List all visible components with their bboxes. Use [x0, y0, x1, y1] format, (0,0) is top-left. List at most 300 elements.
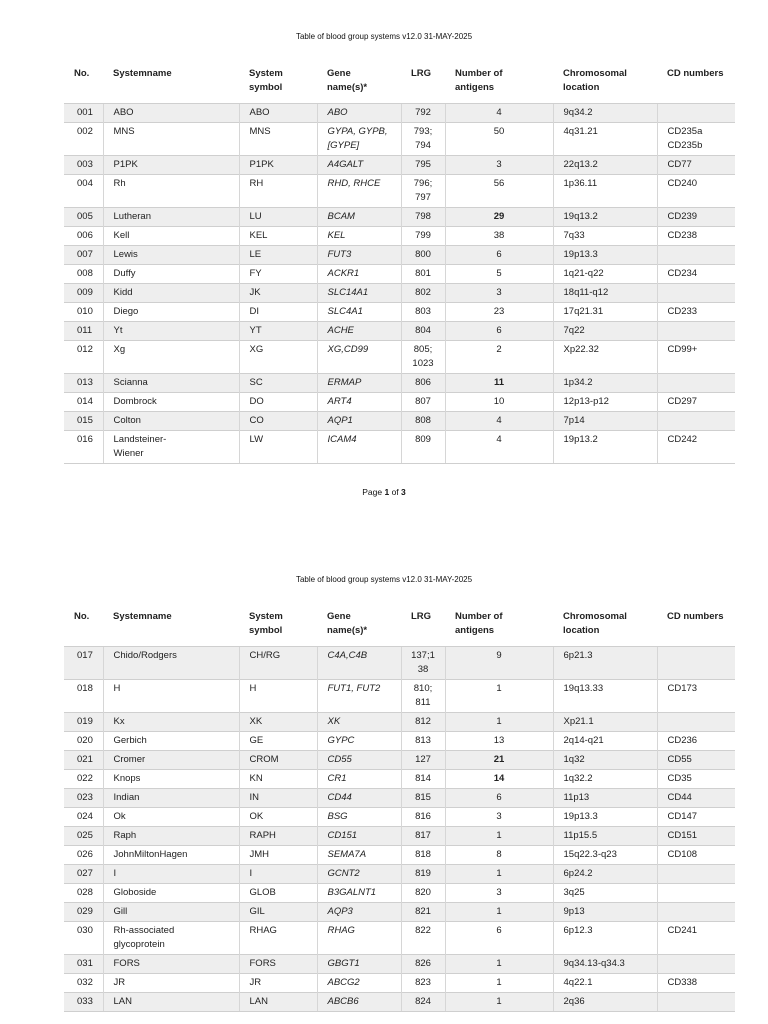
- cell-cd-numbers: [657, 412, 735, 431]
- cell-no: 020: [64, 732, 103, 751]
- cell-no: 012: [64, 341, 103, 374]
- cell-gene-names: CD44: [317, 789, 401, 808]
- cell-lrg: 824: [401, 993, 445, 1012]
- table-row: [64, 865, 735, 884]
- table-row: [64, 265, 735, 284]
- cell-chromosomal-location: 19q13.33: [553, 680, 657, 713]
- cell-gene-names: RHAG: [317, 922, 401, 955]
- cell-number-of-antigens: 6: [445, 322, 553, 341]
- cell-system-symbol: XK: [239, 713, 317, 732]
- table-row: [64, 303, 735, 322]
- cell-systemname: Scianna: [103, 374, 239, 393]
- cell-gene-names: SLC4A1: [317, 303, 401, 322]
- table-row: [64, 680, 735, 713]
- table-row: [64, 284, 735, 303]
- cell-systemname: Yt: [103, 322, 239, 341]
- header-lrg: LRG: [411, 611, 432, 622]
- cell-number-of-antigens: 1: [445, 955, 553, 974]
- cell-no: 032: [64, 974, 103, 993]
- cell-chromosomal-location: 6p21.3: [553, 647, 657, 680]
- cell-lrg: 823: [401, 974, 445, 993]
- cell-number-of-antigens: 1: [445, 827, 553, 846]
- cell-lrg: 806: [401, 374, 445, 393]
- cell-number-of-antigens: 14: [445, 770, 553, 789]
- cell-cd-numbers: [657, 374, 735, 393]
- cell-system-symbol: JK: [239, 284, 317, 303]
- table-row: [64, 955, 735, 974]
- cell-systemname: Kidd: [103, 284, 239, 303]
- header-system-symbol: System symbol: [249, 68, 283, 93]
- table-row: [64, 974, 735, 993]
- cell-chromosomal-location: 1p34.2: [553, 374, 657, 393]
- cell-no: 013: [64, 374, 103, 393]
- cell-system-symbol: YT: [239, 322, 317, 341]
- cell-system-symbol: JR: [239, 974, 317, 993]
- cell-chromosomal-location: 2q36: [553, 993, 657, 1012]
- table-row: [64, 246, 735, 265]
- cell-number-of-antigens: 6: [445, 922, 553, 955]
- cell-lrg: 801: [401, 265, 445, 284]
- table-row: [64, 322, 735, 341]
- cell-number-of-antigens: 1: [445, 903, 553, 922]
- cell-gene-names: SEMA7A: [317, 846, 401, 865]
- cell-no: 030: [64, 922, 103, 955]
- cell-system-symbol: RAPH: [239, 827, 317, 846]
- cell-gene-names: GCNT2: [317, 865, 401, 884]
- cell-lrg: 814: [401, 770, 445, 789]
- cell-cd-numbers: CD238: [657, 227, 735, 246]
- cell-system-symbol: RHAG: [239, 922, 317, 955]
- cell-system-symbol: GE: [239, 732, 317, 751]
- cell-lrg: 815: [401, 789, 445, 808]
- cell-system-symbol: FY: [239, 265, 317, 284]
- table-row: [64, 175, 735, 208]
- cell-no: 001: [64, 104, 103, 123]
- page-title: Table of blood group systems v12.0 31-MAY-2025: [295, 32, 473, 41]
- cell-number-of-antigens: 13: [445, 732, 553, 751]
- cell-chromosomal-location: 18q11-q12: [553, 284, 657, 303]
- cell-gene-names: GYPC: [317, 732, 401, 751]
- cell-no: 002: [64, 123, 103, 156]
- cell-gene-names: AQP1: [317, 412, 401, 431]
- cell-cd-numbers: CD233: [657, 303, 735, 322]
- table-row: [64, 846, 735, 865]
- cell-systemname: Knops: [103, 770, 239, 789]
- footer-page-number: 1: [384, 487, 390, 497]
- cell-system-symbol: MNS: [239, 123, 317, 156]
- cell-cd-numbers: [657, 903, 735, 922]
- cell-number-of-antigens: 3: [445, 808, 553, 827]
- cell-number-of-antigens: 10: [445, 393, 553, 412]
- header-number-of-antigens: Number of antigens: [455, 68, 503, 93]
- cell-chromosomal-location: 17q21.31: [553, 303, 657, 322]
- cell-cd-numbers: [657, 865, 735, 884]
- cell-cd-numbers: CD147: [657, 808, 735, 827]
- footer-page-total: 3: [401, 487, 406, 497]
- cell-cd-numbers: CD55: [657, 751, 735, 770]
- cell-gene-names: GYPA, GYPB, [GYPE]: [317, 123, 401, 156]
- cell-system-symbol: KN: [239, 770, 317, 789]
- table-row: [64, 341, 735, 374]
- page-footer: [0, 487, 768, 497]
- cell-number-of-antigens: 4: [445, 431, 553, 464]
- table-row: [64, 227, 735, 246]
- header-systemname: Systemname: [113, 68, 172, 79]
- cell-chromosomal-location: 4q22.1: [553, 974, 657, 993]
- cell-systemname: Indian: [103, 789, 239, 808]
- cell-chromosomal-location: 19p13.3: [553, 246, 657, 265]
- cell-chromosomal-location: 15q22.3-q23: [553, 846, 657, 865]
- header-number-of-antigens: Number of antigens: [455, 611, 503, 636]
- cell-system-symbol: CO: [239, 412, 317, 431]
- cell-gene-names: ERMAP: [317, 374, 401, 393]
- table-row: [64, 431, 735, 464]
- table-header-row: [64, 67, 735, 104]
- cell-system-symbol: P1PK: [239, 156, 317, 175]
- table-row: [64, 208, 735, 227]
- page-title: Table of blood group systems v12.0 31-MAY-2025: [295, 575, 473, 584]
- header-no: No.: [74, 68, 90, 79]
- cell-lrg: 819: [401, 865, 445, 884]
- cell-gene-names: XG,CD99: [317, 341, 401, 374]
- table-row: [64, 412, 735, 431]
- cell-lrg: 799: [401, 227, 445, 246]
- cell-cd-numbers: [657, 322, 735, 341]
- table-row: [64, 393, 735, 412]
- cell-gene-names: ART4: [317, 393, 401, 412]
- table-row: [64, 808, 735, 827]
- header-cd-numbers: CD numbers: [667, 68, 724, 79]
- cell-cd-numbers: CD242: [657, 431, 735, 464]
- cell-cd-numbers: [657, 955, 735, 974]
- cell-system-symbol: RH: [239, 175, 317, 208]
- cell-no: 015: [64, 412, 103, 431]
- cell-number-of-antigens: 5: [445, 265, 553, 284]
- cell-system-symbol: H: [239, 680, 317, 713]
- cell-cd-numbers: [657, 104, 735, 123]
- cell-no: 008: [64, 265, 103, 284]
- cell-chromosomal-location: Xp22.32: [553, 341, 657, 374]
- cell-number-of-antigens: 11: [445, 374, 553, 393]
- cell-cd-numbers: CD44: [657, 789, 735, 808]
- cell-number-of-antigens: 3: [445, 284, 553, 303]
- cell-lrg: 795: [401, 156, 445, 175]
- cell-chromosomal-location: 6p24.2: [553, 865, 657, 884]
- cell-system-symbol: DI: [239, 303, 317, 322]
- cell-systemname: JohnMiltonHagen: [103, 846, 239, 865]
- header-cd-numbers: CD numbers: [667, 611, 724, 622]
- cell-gene-names: AQP3: [317, 903, 401, 922]
- footer-prefix: Page: [362, 487, 385, 497]
- cell-chromosomal-location: 1q21-q22: [553, 265, 657, 284]
- cell-systemname: LAN: [103, 993, 239, 1012]
- cell-gene-names: A4GALT: [317, 156, 401, 175]
- cell-chromosomal-location: 1p36.11: [553, 175, 657, 208]
- cell-lrg: 137;1 38: [401, 647, 445, 680]
- cell-cd-numbers: CD35: [657, 770, 735, 789]
- header-no: No.: [74, 611, 90, 622]
- header-system-symbol: System symbol: [249, 611, 283, 636]
- cell-lrg: 808: [401, 412, 445, 431]
- cell-number-of-antigens: 21: [445, 751, 553, 770]
- table-row: [64, 993, 735, 1012]
- table-row: [64, 903, 735, 922]
- cell-systemname: Lewis: [103, 246, 239, 265]
- blood-group-table: [64, 67, 735, 464]
- cell-system-symbol: GIL: [239, 903, 317, 922]
- table-row: [64, 789, 735, 808]
- cell-no: 027: [64, 865, 103, 884]
- cell-cd-numbers: [657, 246, 735, 265]
- cell-lrg: 810; 811: [401, 680, 445, 713]
- cell-system-symbol: JMH: [239, 846, 317, 865]
- cell-no: 005: [64, 208, 103, 227]
- cell-cd-numbers: CD235a CD235b: [657, 123, 735, 156]
- blood-group-table: [64, 610, 735, 1012]
- cell-systemname: Colton: [103, 412, 239, 431]
- cell-systemname: Rh: [103, 175, 239, 208]
- cell-chromosomal-location: 12p13-p12: [553, 393, 657, 412]
- cell-systemname: H: [103, 680, 239, 713]
- cell-systemname: Gill: [103, 903, 239, 922]
- cell-systemname: Duffy: [103, 265, 239, 284]
- cell-gene-names: ACHE: [317, 322, 401, 341]
- cell-gene-names: ABO: [317, 104, 401, 123]
- header-lrg: LRG: [411, 68, 432, 79]
- cell-system-symbol: LAN: [239, 993, 317, 1012]
- cell-system-symbol: I: [239, 865, 317, 884]
- cell-lrg: 816: [401, 808, 445, 827]
- cell-gene-names: SLC14A1: [317, 284, 401, 303]
- cell-system-symbol: LE: [239, 246, 317, 265]
- cell-lrg: 821: [401, 903, 445, 922]
- cell-gene-names: KEL: [317, 227, 401, 246]
- footer-mid: of: [389, 487, 402, 497]
- cell-lrg: 796; 797: [401, 175, 445, 208]
- cell-cd-numbers: CD108: [657, 846, 735, 865]
- cell-lrg: 813: [401, 732, 445, 751]
- cell-system-symbol: CH/RG: [239, 647, 317, 680]
- cell-no: 026: [64, 846, 103, 865]
- cell-cd-numbers: [657, 713, 735, 732]
- cell-systemname: ABO: [103, 104, 239, 123]
- cell-number-of-antigens: 6: [445, 246, 553, 265]
- cell-no: 003: [64, 156, 103, 175]
- cell-chromosomal-location: 1q32.2: [553, 770, 657, 789]
- cell-systemname: Globoside: [103, 884, 239, 903]
- table-row: [64, 922, 735, 955]
- cell-number-of-antigens: 2: [445, 341, 553, 374]
- cell-gene-names: FUT1, FUT2: [317, 680, 401, 713]
- cell-no: 014: [64, 393, 103, 412]
- cell-number-of-antigens: 4: [445, 104, 553, 123]
- cell-number-of-antigens: 6: [445, 789, 553, 808]
- cell-lrg: 802: [401, 284, 445, 303]
- cell-system-symbol: GLOB: [239, 884, 317, 903]
- cell-number-of-antigens: 4: [445, 412, 553, 431]
- cell-cd-numbers: CD240: [657, 175, 735, 208]
- cell-cd-numbers: [657, 647, 735, 680]
- cell-number-of-antigens: 50: [445, 123, 553, 156]
- cell-systemname: Rh-associated glycoprotein: [103, 922, 239, 955]
- cell-system-symbol: IN: [239, 789, 317, 808]
- table-row: [64, 123, 735, 156]
- cell-system-symbol: SC: [239, 374, 317, 393]
- cell-cd-numbers: CD338: [657, 974, 735, 993]
- cell-systemname: Raph: [103, 827, 239, 846]
- cell-no: 010: [64, 303, 103, 322]
- cell-chromosomal-location: 2q14-q21: [553, 732, 657, 751]
- header-gene-names: Gene name(s)*: [327, 68, 368, 93]
- cell-lrg: 127: [401, 751, 445, 770]
- table-row: [64, 770, 735, 789]
- cell-systemname: Dombrock: [103, 393, 239, 412]
- cell-lrg: 826: [401, 955, 445, 974]
- cell-cd-numbers: CD234: [657, 265, 735, 284]
- cell-cd-numbers: [657, 884, 735, 903]
- cell-system-symbol: KEL: [239, 227, 317, 246]
- header-systemname: Systemname: [113, 611, 172, 622]
- cell-no: 025: [64, 827, 103, 846]
- cell-gene-names: FUT3: [317, 246, 401, 265]
- cell-gene-names: ICAM4: [317, 431, 401, 464]
- table-header-row: [64, 610, 735, 647]
- cell-chromosomal-location: 1q32: [553, 751, 657, 770]
- cell-gene-names: CD55: [317, 751, 401, 770]
- cell-number-of-antigens: 56: [445, 175, 553, 208]
- cell-chromosomal-location: 19p13.2: [553, 431, 657, 464]
- table-row: [64, 884, 735, 903]
- cell-no: 028: [64, 884, 103, 903]
- cell-lrg: 800: [401, 246, 445, 265]
- cell-cd-numbers: CD241: [657, 922, 735, 955]
- cell-systemname: Chido/Rodgers: [103, 647, 239, 680]
- cell-no: 006: [64, 227, 103, 246]
- cell-number-of-antigens: 3: [445, 156, 553, 175]
- cell-system-symbol: XG: [239, 341, 317, 374]
- cell-systemname: Diego: [103, 303, 239, 322]
- cell-system-symbol: ABO: [239, 104, 317, 123]
- cell-lrg: 792: [401, 104, 445, 123]
- cell-no: 019: [64, 713, 103, 732]
- cell-number-of-antigens: 8: [445, 846, 553, 865]
- cell-cd-numbers: CD236: [657, 732, 735, 751]
- table-row: [64, 827, 735, 846]
- cell-number-of-antigens: 1: [445, 865, 553, 884]
- table-row: [64, 374, 735, 393]
- cell-chromosomal-location: 9p13: [553, 903, 657, 922]
- cell-number-of-antigens: 29: [445, 208, 553, 227]
- cell-chromosomal-location: 22q13.2: [553, 156, 657, 175]
- cell-systemname: JR: [103, 974, 239, 993]
- cell-cd-numbers: CD297: [657, 393, 735, 412]
- cell-number-of-antigens: 1: [445, 993, 553, 1012]
- cell-lrg: 805; 1023: [401, 341, 445, 374]
- cell-chromosomal-location: 7q33: [553, 227, 657, 246]
- cell-systemname: Xg: [103, 341, 239, 374]
- cell-cd-numbers: CD151: [657, 827, 735, 846]
- cell-system-symbol: LW: [239, 431, 317, 464]
- table-row: [64, 732, 735, 751]
- cell-number-of-antigens: 1: [445, 974, 553, 993]
- cell-no: 018: [64, 680, 103, 713]
- table-row: [64, 156, 735, 175]
- cell-lrg: 820: [401, 884, 445, 903]
- cell-systemname: MNS: [103, 123, 239, 156]
- cell-no: 033: [64, 993, 103, 1012]
- cell-no: 011: [64, 322, 103, 341]
- cell-gene-names: ACKR1: [317, 265, 401, 284]
- cell-no: 021: [64, 751, 103, 770]
- cell-lrg: 793; 794: [401, 123, 445, 156]
- cell-systemname: I: [103, 865, 239, 884]
- cell-systemname: Cromer: [103, 751, 239, 770]
- cell-systemname: Landsteiner- Wiener: [103, 431, 239, 464]
- table-row: [64, 751, 735, 770]
- cell-gene-names: B3GALNT1: [317, 884, 401, 903]
- cell-gene-names: RHD, RHCE: [317, 175, 401, 208]
- cell-chromosomal-location: 9q34.13-q34.3: [553, 955, 657, 974]
- cell-systemname: FORS: [103, 955, 239, 974]
- cell-lrg: 822: [401, 922, 445, 955]
- cell-systemname: Lutheran: [103, 208, 239, 227]
- cell-gene-names: C4A,C4B: [317, 647, 401, 680]
- cell-chromosomal-location: 19q13.2: [553, 208, 657, 227]
- cell-gene-names: BCAM: [317, 208, 401, 227]
- cell-gene-names: XK: [317, 713, 401, 732]
- cell-lrg: 804: [401, 322, 445, 341]
- cell-gene-names: ABCG2: [317, 974, 401, 993]
- cell-cd-numbers: CD77: [657, 156, 735, 175]
- cell-lrg: 818: [401, 846, 445, 865]
- table-row: [64, 647, 735, 680]
- cell-no: 023: [64, 789, 103, 808]
- table-body: [64, 104, 735, 464]
- header-chromosomal-location: Chromosomal location: [563, 68, 627, 93]
- cell-number-of-antigens: 9: [445, 647, 553, 680]
- cell-no: 004: [64, 175, 103, 208]
- cell-chromosomal-location: 7q22: [553, 322, 657, 341]
- cell-no: 007: [64, 246, 103, 265]
- cell-number-of-antigens: 23: [445, 303, 553, 322]
- cell-gene-names: GBGT1: [317, 955, 401, 974]
- cell-system-symbol: LU: [239, 208, 317, 227]
- table-body: [64, 647, 735, 1012]
- cell-systemname: Ok: [103, 808, 239, 827]
- cell-chromosomal-location: 7p14: [553, 412, 657, 431]
- cell-lrg: 817: [401, 827, 445, 846]
- header-chromosomal-location: Chromosomal location: [563, 611, 627, 636]
- cell-no: 024: [64, 808, 103, 827]
- cell-system-symbol: OK: [239, 808, 317, 827]
- cell-no: 017: [64, 647, 103, 680]
- cell-chromosomal-location: 4q31.21: [553, 123, 657, 156]
- cell-gene-names: CD151: [317, 827, 401, 846]
- cell-number-of-antigens: 38: [445, 227, 553, 246]
- cell-number-of-antigens: 3: [445, 884, 553, 903]
- cell-no: 009: [64, 284, 103, 303]
- table-row: [64, 104, 735, 123]
- cell-no: 031: [64, 955, 103, 974]
- cell-cd-numbers: CD173: [657, 680, 735, 713]
- cell-gene-names: ABCB6: [317, 993, 401, 1012]
- cell-system-symbol: FORS: [239, 955, 317, 974]
- cell-no: 029: [64, 903, 103, 922]
- cell-no: 022: [64, 770, 103, 789]
- cell-system-symbol: CROM: [239, 751, 317, 770]
- cell-gene-names: CR1: [317, 770, 401, 789]
- cell-cd-numbers: [657, 284, 735, 303]
